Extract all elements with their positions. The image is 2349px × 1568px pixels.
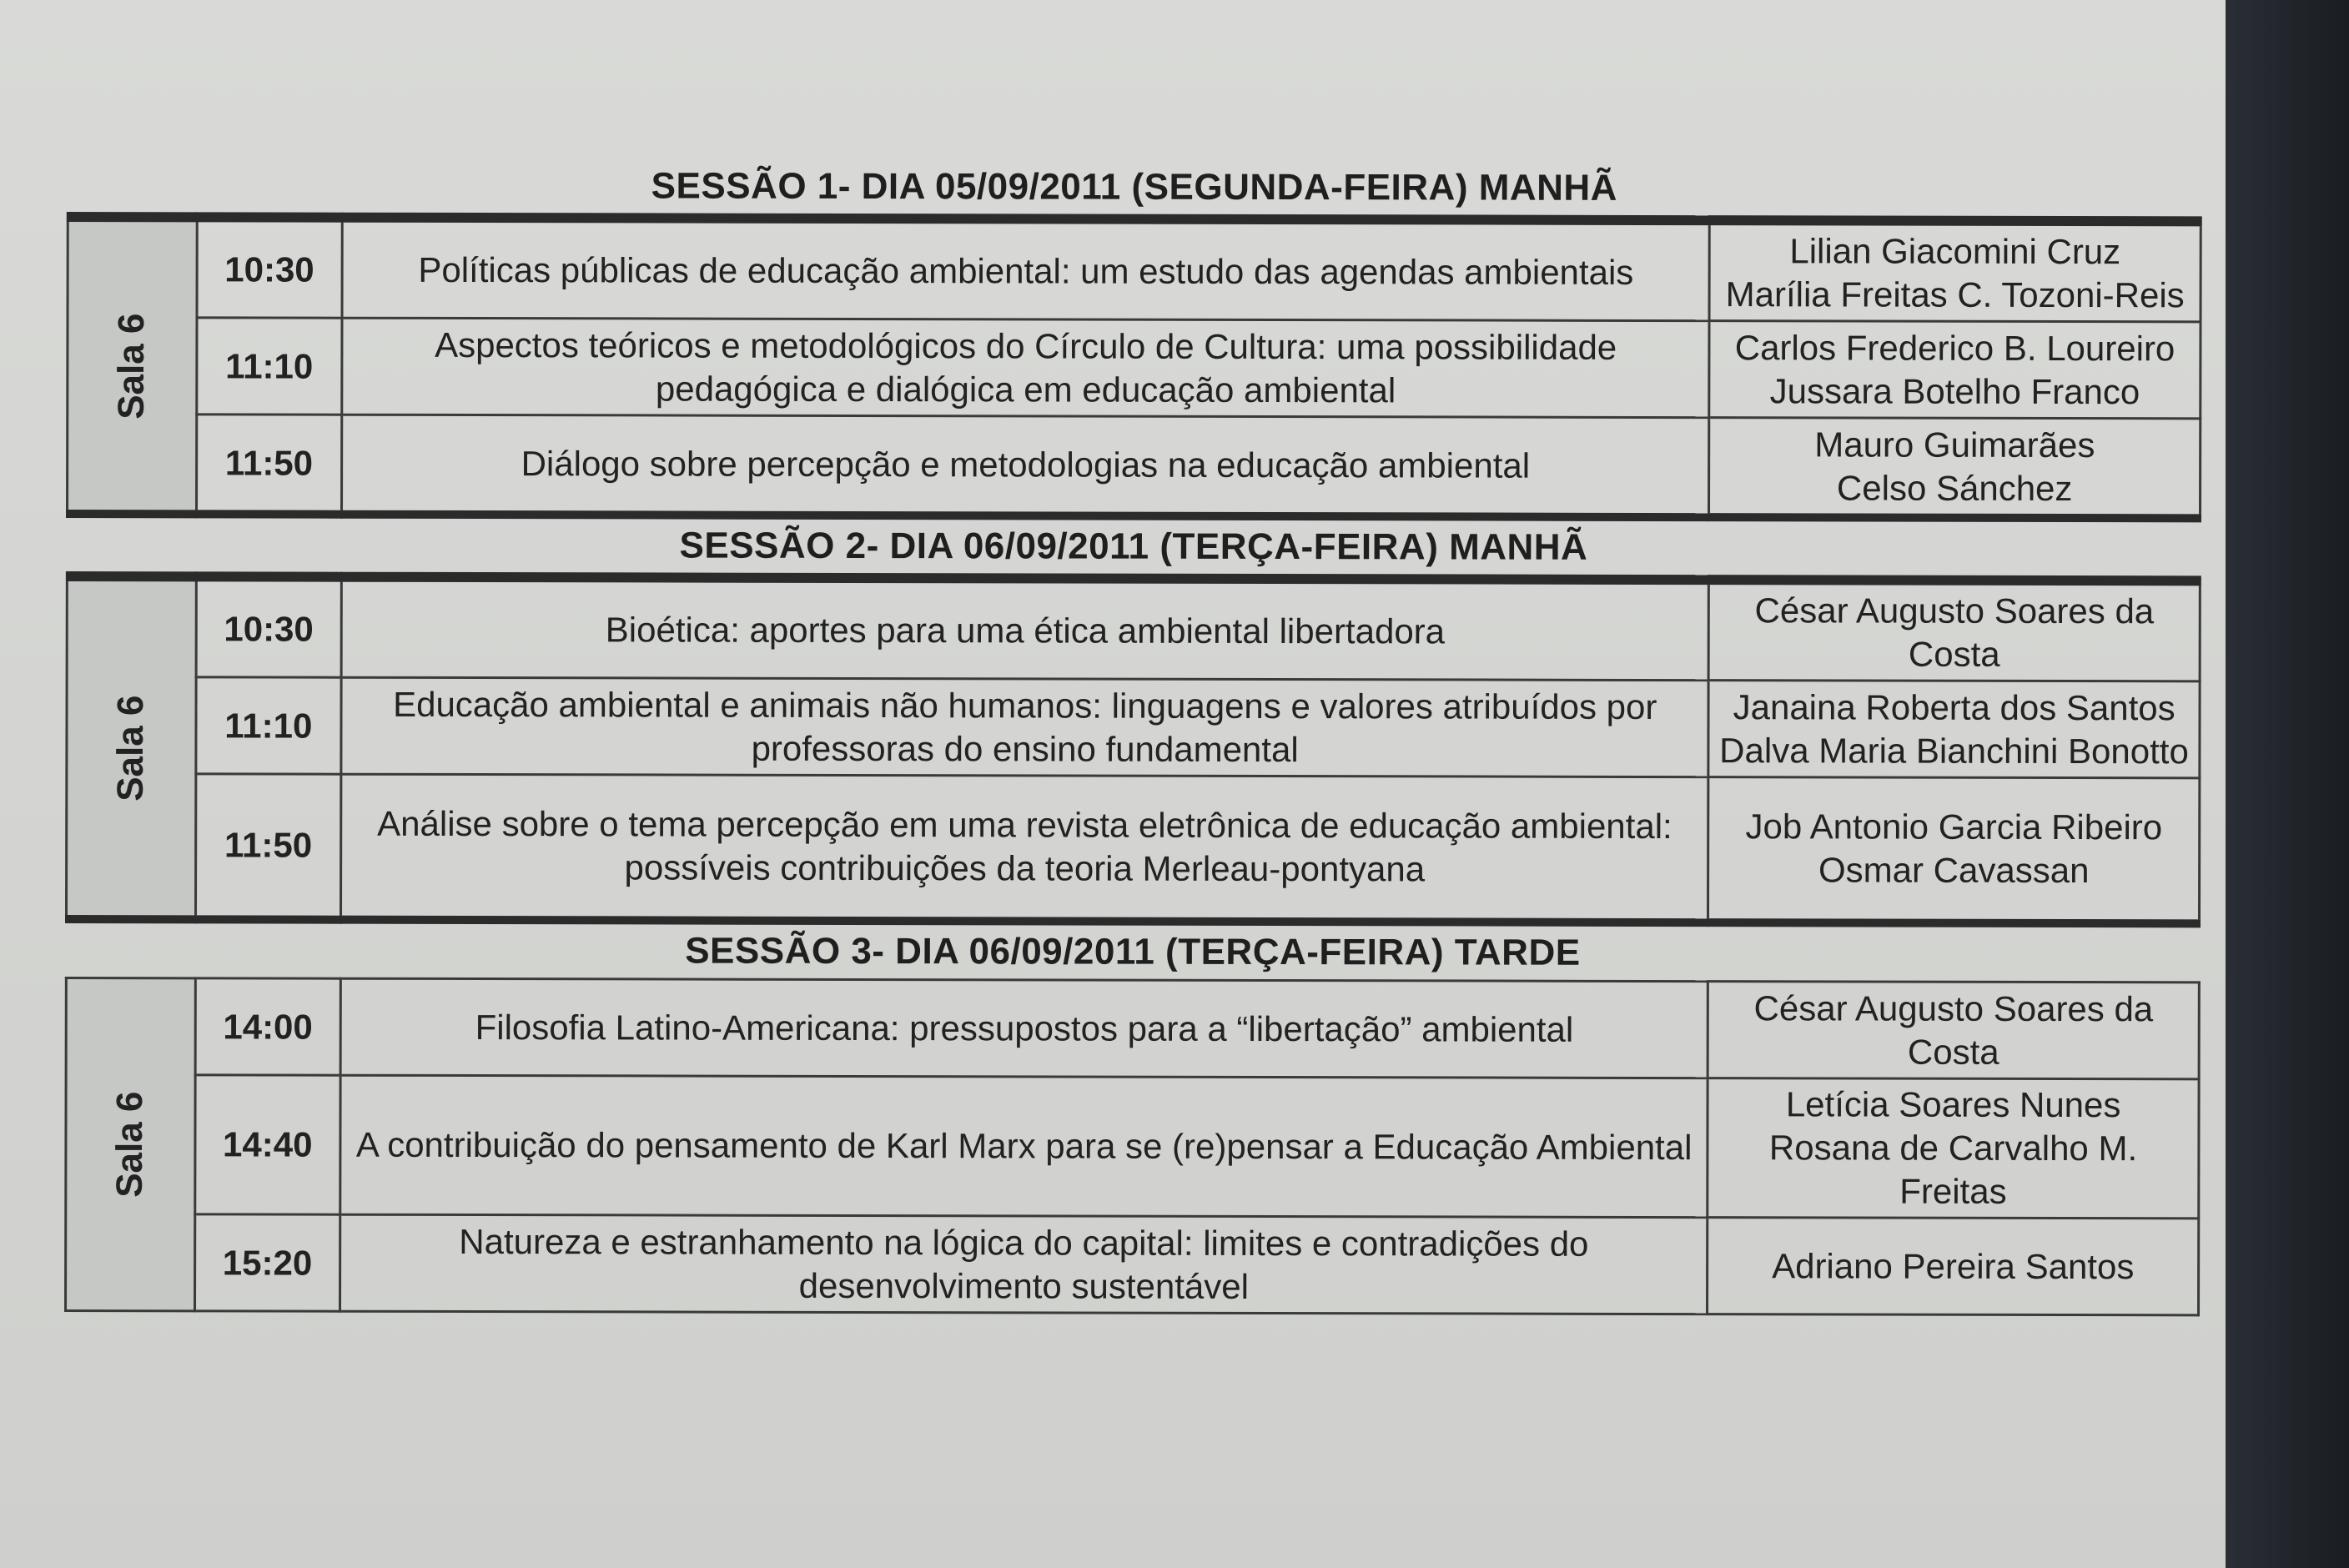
time-cell: 15:20	[194, 1214, 340, 1311]
time-cell: 11:50	[196, 415, 342, 515]
time-cell: 11:50	[195, 774, 341, 920]
table-row	[66, 1214, 2199, 1315]
dark-background-edge	[2226, 0, 2349, 1568]
title-cell: Educação ambiental e animais não humanos: linguagens e valores atribuídos por professoras do ensino fundamental	[341, 677, 1708, 776]
title-cell: Aspectos teóricos e metodológicos do Círculo de Cultura: uma possibilidade pedagógica e dialógica em educação ambiental	[342, 318, 1709, 417]
author: Celso Sánchez	[1836, 467, 2073, 508]
author: César Augusto Soares da Costa	[1754, 590, 2155, 674]
time-cell: 11:10	[195, 677, 341, 774]
authors-cell	[1708, 580, 2200, 681]
time-cell: 14:40	[194, 1075, 340, 1214]
title-cell: Natureza e estranhamento na lógica do capital: limites e contradições do desenvolvimento sustentável	[340, 1214, 1708, 1314]
table-row	[67, 677, 2200, 778]
schedule-document	[64, 125, 2202, 1316]
authors-cell	[1708, 681, 2200, 778]
author: Mauro Guimarães	[1814, 424, 2095, 465]
session-table	[65, 571, 2201, 927]
authors-cell	[1708, 1218, 2199, 1315]
session-2	[65, 518, 2201, 927]
authors-cell	[1709, 220, 2201, 322]
author: Carlos Frederico B. Loureiro	[1734, 327, 2175, 368]
title-cell: Diálogo sobre percepção e metodologias na educação ambiental	[342, 415, 1709, 517]
title-cell: Políticas públicas de educação ambiental: um estudo das agendas ambientais	[342, 218, 1709, 321]
room-cell	[67, 576, 196, 919]
author: Jussara Botelho Franco	[1769, 370, 2140, 411]
author: Letícia Soares Nunes	[1785, 1084, 2121, 1125]
session-title: SESSÃO 1- DIA 05/09/2011 (SEGUNDA-FEIRA) MANHÃ	[651, 165, 1618, 209]
author: César Augusto Soares da Costa	[1753, 988, 2154, 1072]
author: Rosana de Carvalho M. Freitas	[1768, 1128, 2138, 1211]
table-row	[67, 774, 2200, 924]
authors-cell	[1709, 321, 2201, 419]
session-table	[66, 212, 2202, 522]
room-cell	[66, 978, 195, 1311]
authors-cell	[1708, 777, 2200, 924]
authors-cell	[1709, 418, 2201, 519]
author: Marília Freitas C. Tozoni-Reis	[1725, 274, 2185, 314]
table-row	[68, 217, 2201, 322]
author: Osmar Cavassan	[1818, 850, 2090, 891]
session-1	[66, 158, 2202, 522]
time-cell: 14:00	[195, 978, 341, 1075]
table-row	[66, 1075, 2199, 1219]
title-cell: Filosofia Latino-Americana: pressupostos para a “libertação” ambiental	[340, 978, 1708, 1078]
session-table	[64, 977, 2201, 1316]
session-title: SESSÃO 3- DIA 06/09/2011 (TERÇA-FEIRA) TARDE	[685, 930, 1581, 973]
author: Job Antonio Garcia Ribeiro	[1745, 807, 2163, 847]
table-row	[66, 978, 2199, 1079]
time-cell: 10:30	[196, 576, 342, 677]
title-cell: A contribuição do pensamento de Karl Marx para se (re)pensar a Educação Ambiental	[340, 1075, 1708, 1217]
table-row	[68, 318, 2201, 419]
author: Dalva Maria Bianchini Bonotto	[1719, 730, 2189, 771]
room-label: Sala 6	[109, 1091, 151, 1198]
author: Lilian Giacomini Cruz	[1789, 230, 2121, 271]
authors-cell	[1708, 982, 2199, 1079]
time-cell: 11:10	[196, 318, 342, 415]
room-cell	[68, 217, 197, 514]
time-cell: 10:30	[197, 217, 343, 318]
room-label: Sala 6	[111, 313, 153, 420]
title-cell: Bioética: aportes para uma ética ambiental libertadora	[341, 577, 1708, 681]
room-label: Sala 6	[110, 695, 152, 802]
author: Janaina Roberta dos Santos	[1733, 686, 2175, 727]
session-title: SESSÃO 2- DIA 06/09/2011 (TERÇA-FEIRA) MANHÃ	[679, 525, 1588, 568]
authors-cell	[1708, 1078, 2199, 1219]
table-row	[67, 576, 2200, 681]
title-cell: Análise sobre o tema percepção em uma revista eletrônica de educação ambiental: possíveis contribuições da teoria Merleau-pontyana	[341, 774, 1708, 922]
session-3	[64, 923, 2201, 1316]
author: Adriano Pereira Santos	[1772, 1245, 2135, 1286]
table-row	[68, 415, 2201, 519]
